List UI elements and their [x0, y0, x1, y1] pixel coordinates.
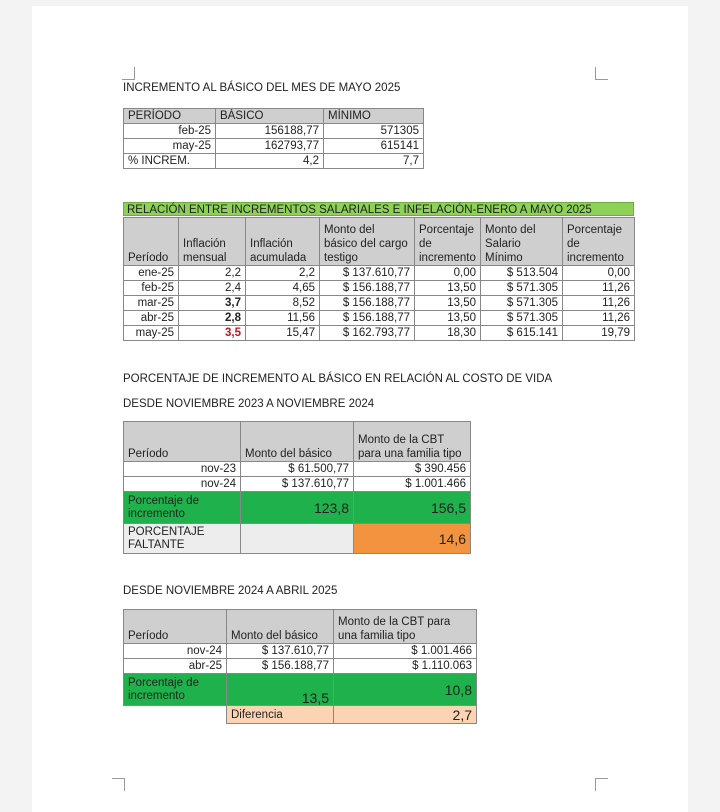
header-salario-minimo: Monto del Salario Mínimo: [481, 218, 563, 266]
heading-porcentaje-costo-vida: PORCENTAJE DE INCREMENTO AL BÁSICO EN RELACIÓN AL COSTO DE VIDA: [123, 373, 553, 385]
cell-salario-minimo: $ 615.141: [481, 326, 563, 341]
heading-incremento-mayo: INCREMENTO AL BÁSICO DEL MES DE MAYO 2025: [123, 82, 401, 94]
cell-periodo: nov-24: [124, 477, 241, 492]
table-row: [124, 139, 424, 154]
cell-inflacion-mensual-highlight: 3,5: [179, 326, 246, 341]
header-inflacion-mensual: Inflación mensual: [179, 218, 246, 266]
cell-blank: [124, 706, 227, 724]
cell-inflacion-acumulada: 11,56: [246, 311, 320, 326]
cell-periodo: feb-25: [124, 281, 179, 296]
cell-salario-minimo: $ 513.504: [481, 266, 563, 281]
header-minimo: MÍNIMO: [324, 109, 424, 124]
cell-inflacion-mensual: 3,7: [179, 296, 246, 311]
table-row: [124, 462, 471, 477]
table-row: [124, 477, 471, 492]
margin-mark-top-right: [595, 67, 608, 80]
table-row: [124, 644, 477, 659]
cell-periodo: abr-25: [124, 659, 227, 674]
cell-label-porcentaje: Porcentaje de incremento: [124, 674, 227, 706]
cell-monto-basico: $ 137.610,77: [227, 644, 334, 659]
table-row: [124, 311, 635, 326]
table-row-increment: [124, 154, 424, 169]
cell-inflacion-acumulada: 2,2: [246, 266, 320, 281]
cell-pct-basico: 13,5: [227, 674, 334, 706]
cell-salario-minimo: $ 571.305: [481, 311, 563, 326]
cell-monto-basico: $ 162.793,77: [320, 326, 415, 341]
cell-monto-basico: $ 156.188,77: [320, 311, 415, 326]
table-row: [124, 296, 635, 311]
cell-inflacion-mensual: 2,2: [179, 266, 246, 281]
heading-nov23-nov24: DESDE NOVIEMBRE 2023 A NOVIEMBRE 2024: [123, 398, 375, 410]
cell-monto-cbt: $ 1.110.063: [334, 659, 477, 674]
cell-basico: 156188,77: [216, 124, 324, 139]
cell-porcentaje: 0,00: [415, 266, 481, 281]
cell-faltante-value: 14,6: [354, 524, 471, 554]
cell-basico: 162793,77: [216, 139, 324, 154]
cell-monto-cbt: $ 390.456: [354, 462, 471, 477]
cell-porcentaje: 13,50: [415, 281, 481, 296]
cell-inflacion-mensual: 2,4: [179, 281, 246, 296]
cell-monto-basico: $ 61.500,77: [241, 462, 354, 477]
header-periodo: Período: [124, 610, 227, 644]
cell-periodo: may-25: [124, 326, 179, 341]
cell-monto-basico: $ 156.188,77: [320, 281, 415, 296]
heading-relacion-incrementos: RELACIÓN ENTRE INCREMENTOS SALARIALES E INFELACIÓN-ENERO A MAYO 2025: [123, 202, 634, 216]
cell-porcentaje: 13,50: [415, 296, 481, 311]
cell-diferencia-value: 2,7: [334, 706, 477, 724]
header-periodo: Período: [124, 422, 241, 462]
cell-label-increm: % INCREM.: [124, 154, 216, 169]
cell-salario-minimo: $ 571.305: [481, 296, 563, 311]
cell-pct-cbt: 10,8: [334, 674, 477, 706]
cell-label-porcentaje: Porcentaje de incremento: [124, 492, 241, 524]
header-monto-basico: Monto del básico: [227, 610, 334, 644]
cell-inflacion-acumulada: 4,65: [246, 281, 320, 296]
header-basico: BÁSICO: [216, 109, 324, 124]
cell-label-faltante: PORCENTAJE FALTANTE: [124, 524, 241, 554]
cell-monto-basico: $ 137.610,77: [320, 266, 415, 281]
header-inflacion-acumulada: Inflación acumulada: [246, 218, 320, 266]
table-header-row: [124, 109, 424, 124]
cell-inflacion-acumulada: 8,52: [246, 296, 320, 311]
cell-inflacion-mensual: 2,8: [179, 311, 246, 326]
table-row-faltante: [124, 524, 471, 554]
cell-inflacion-acumulada: 15,47: [246, 326, 320, 341]
cell-porcentaje-minimo: 11,26: [563, 281, 635, 296]
cell-monto-cbt: $ 1.001.466: [334, 644, 477, 659]
cell-porcentaje-minimo: 0,00: [563, 266, 635, 281]
margin-mark-bottom-right: [595, 778, 608, 791]
table-row: [124, 124, 424, 139]
table-row-diferencia: [124, 706, 477, 724]
cell-minimo: 571305: [324, 124, 424, 139]
table-row-porcentaje: [124, 674, 477, 706]
table-costo-vida-2023-2024: [123, 421, 471, 554]
table-header-row: [124, 610, 477, 644]
cell-increm-basico: 4,2: [216, 154, 324, 169]
document-page: [32, 6, 688, 812]
header-monto-cbt: Monto de la CBT para una familia tipo: [354, 422, 471, 462]
header-monto-basico: Monto del básico: [241, 422, 354, 462]
table-row-porcentaje: [124, 492, 471, 524]
cell-porcentaje-minimo: 19,79: [563, 326, 635, 341]
header-periodo: PERÍODO: [124, 109, 216, 124]
header-monto-basico: Monto del básico del cargo testigo: [320, 218, 415, 266]
cell-monto-basico: $ 137.610,77: [241, 477, 354, 492]
table-header-row: [124, 422, 471, 462]
cell-periodo: nov-23: [124, 462, 241, 477]
cell-periodo: feb-25: [124, 124, 216, 139]
table-row: [124, 266, 635, 281]
cell-monto-cbt: $ 1.001.466: [354, 477, 471, 492]
cell-minimo: 615141: [324, 139, 424, 154]
heading-nov24-abr25: DESDE NOVIEMBRE 2024 A ABRIL 2025: [123, 585, 338, 597]
table-incremento-basico: [123, 108, 424, 169]
cell-periodo: abr-25: [124, 311, 179, 326]
table-costo-vida-2024-2025: [123, 609, 477, 724]
header-monto-cbt: Monto de la CBT para una familia tipo: [334, 610, 477, 644]
table-row: [124, 326, 635, 341]
header-porcentaje-incremento-minimo: Porcentaje de incremento: [563, 218, 635, 266]
table-header-row: [124, 218, 635, 266]
table-row: [124, 659, 477, 674]
cell-pct-basico: 123,8: [241, 492, 354, 524]
cell-porcentaje: 13,50: [415, 311, 481, 326]
header-porcentaje-incremento: Porcentaje de incremento: [415, 218, 481, 266]
cell-salario-minimo: $ 571.305: [481, 281, 563, 296]
cell-label-diferencia: Diferencia: [227, 706, 334, 724]
cell-periodo: nov-24: [124, 644, 227, 659]
cell-monto-basico: $ 156.188,77: [227, 659, 334, 674]
table-relacion-inflacion: [123, 217, 635, 341]
cell-periodo: ene-25: [124, 266, 179, 281]
cell-pct-cbt: 156,5: [354, 492, 471, 524]
cell-empty: [241, 524, 354, 554]
cell-monto-basico: $ 156.188,77: [320, 296, 415, 311]
cell-porcentaje: 18,30: [415, 326, 481, 341]
table-row: [124, 281, 635, 296]
cell-increm-minimo: 7,7: [324, 154, 424, 169]
cell-porcentaje-minimo: 11,26: [563, 311, 635, 326]
cell-periodo: may-25: [124, 139, 216, 154]
header-periodo: Período: [124, 218, 179, 266]
cell-porcentaje-minimo: 11,26: [563, 296, 635, 311]
margin-mark-bottom-left: [112, 778, 125, 791]
cell-periodo: mar-25: [124, 296, 179, 311]
margin-mark-top-left: [122, 67, 135, 80]
